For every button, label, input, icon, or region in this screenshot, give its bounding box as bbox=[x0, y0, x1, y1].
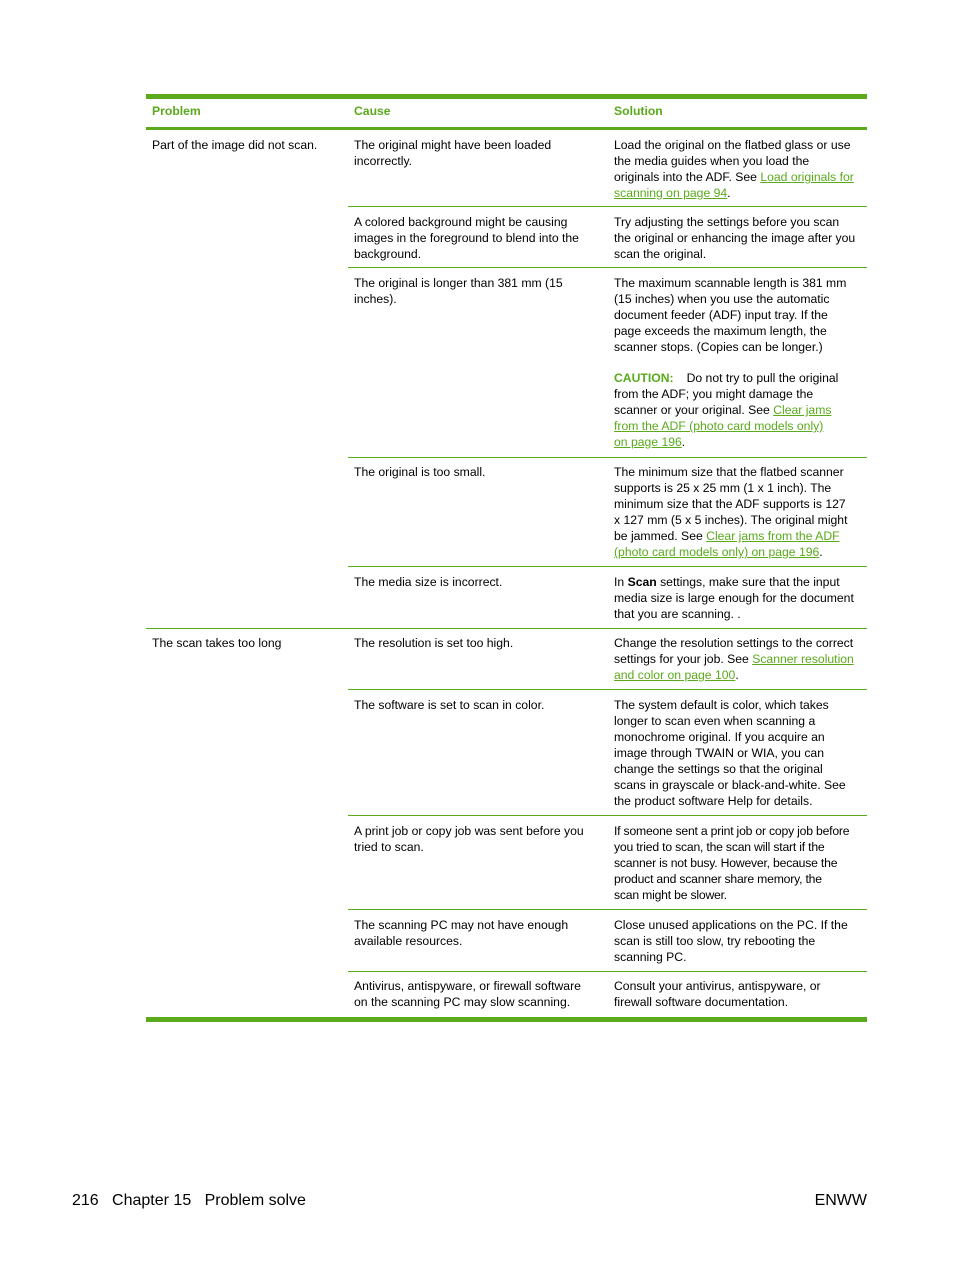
table-bottom-bar bbox=[146, 1017, 867, 1022]
solution-7: The system default is color, which takes longer to scan even when scanning a monochrome original. If you acquire an image through TWAIN or WIA, you can change the settings so that the original scans in grayscale or black-and-white. See the product software Help for details. bbox=[614, 698, 846, 808]
cause-3: The original is longer than 381 mm (15 inches). bbox=[354, 276, 563, 306]
link-load-originals[interactable]: Load originals for bbox=[760, 170, 854, 184]
solution-9: Close unused applications on the PC. If the scan is still too slow, try rebooting the scanning PC. bbox=[614, 918, 848, 964]
page-number: 216 bbox=[72, 1192, 99, 1209]
solution-5: In Scan settings, make sure that the input media size is large enough for the document that you are scanning. . bbox=[614, 575, 854, 621]
solution-10: Consult your antivirus, antispyware, or firewall software documentation. bbox=[614, 979, 821, 1009]
cause-5: The media size is incorrect. bbox=[354, 575, 503, 589]
page-footer-left bbox=[72, 1192, 306, 1210]
row-divider bbox=[348, 267, 867, 268]
chapter-title: Problem solve bbox=[204, 1192, 306, 1209]
row-divider bbox=[348, 689, 867, 690]
solution-2: Try adjusting the settings before you scan the original or enhancing the image after you scan the original. bbox=[614, 215, 856, 261]
solution-1: Load the original on the flatbed glass or use the media guides when you load the originals into the ADF. See Load originals for scanning on page 94. bbox=[614, 138, 854, 200]
link-scanner-resolution[interactable]: Scanner resolution bbox=[752, 652, 854, 666]
header-problem: Problem bbox=[152, 104, 201, 118]
row-divider bbox=[348, 206, 867, 207]
link-clear-jams-cont[interactable]: from the ADF (photo card models only) bbox=[614, 419, 824, 433]
link-clear-jams[interactable]: Clear jams bbox=[773, 403, 832, 417]
cause-6: The resolution is set too high. bbox=[354, 636, 514, 650]
cause-7: The software is set to scan in color. bbox=[354, 698, 545, 712]
cause-9: The scanning PC may not have enough available resources. bbox=[354, 918, 569, 948]
page-footer-right: ENWW bbox=[814, 1192, 867, 1209]
cause-10: Antivirus, antispyware, or firewall software on the scanning PC may slow scanning. bbox=[354, 979, 581, 1009]
problem-1: Part of the image did not scan. bbox=[152, 138, 318, 152]
solution-8: If someone sent a print job or copy job before you tried to scan, the scan will start if the scanner is not busy. However, because the product and scanner share memory, the scan might be slower. bbox=[614, 824, 850, 902]
cause-2: A colored background might be causing images in the foreground to blend into the background. bbox=[354, 215, 579, 261]
link-clear-jams-adf[interactable]: Clear jams from the ADF bbox=[706, 529, 840, 543]
row-divider bbox=[348, 457, 867, 458]
link-scanner-resolution-cont[interactable]: and color on page 100 bbox=[614, 668, 736, 682]
link-load-originals-cont[interactable]: scanning on page 94 bbox=[614, 186, 728, 200]
header-solution: Solution bbox=[614, 104, 663, 118]
header-cause: Cause bbox=[354, 104, 391, 118]
chapter-label: Chapter 15 bbox=[112, 1192, 192, 1209]
row-divider bbox=[348, 909, 867, 910]
problem-2: The scan takes too long bbox=[152, 636, 282, 650]
header-rule bbox=[146, 127, 867, 130]
cause-1: The original might have been loaded incorrectly. bbox=[354, 138, 552, 168]
row-divider bbox=[348, 566, 867, 567]
group-divider bbox=[146, 628, 867, 629]
solution-4: The minimum size that the flatbed scanner supports is 25 x 25 mm (1 x 1 inch). The minimum size that the ADF supports is 127 x 127 mm (5 x 5 inches). The original might be jammed. See Clear jams from the ADF (photo card models only) on page 196. bbox=[614, 465, 848, 559]
link-clear-jams-page[interactable]: on page 196 bbox=[614, 435, 682, 449]
link-clear-jams-adf-cont[interactable]: (photo card models only) on page 196 bbox=[614, 545, 820, 559]
solution-3: The maximum scannable length is 381 mm (15 inches) when you use the automatic document feeder (ADF) input tray. If the page exceeds the maximum length, the scanner stops. (Copies can be longer.) bbox=[614, 276, 847, 354]
table-top-bar bbox=[146, 94, 867, 99]
cause-8: A print job or copy job was sent before you tried to scan. bbox=[354, 824, 584, 854]
solution-6: Change the resolution settings to the correct settings for your job. See Scanner resolution and color on page 100. bbox=[614, 636, 854, 682]
row-divider bbox=[348, 971, 867, 972]
caution-label: CAUTION: bbox=[614, 371, 674, 385]
row-divider bbox=[348, 815, 867, 816]
cause-4: The original is too small. bbox=[354, 465, 486, 479]
caution-note: CAUTION: Do not try to pull the original from the ADF; you might damage the scanner or your original. See Clear jams from the ADF (photo card models only) on page 196. bbox=[614, 371, 839, 449]
